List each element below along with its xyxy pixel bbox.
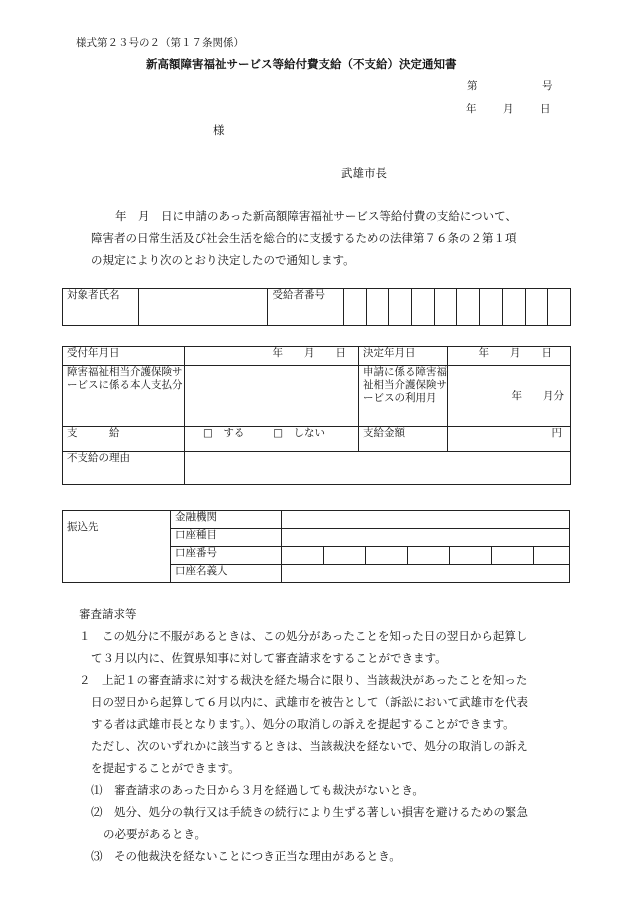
intro-line-1: 年 月 日に申請のあった新高額障害福祉サービス等給付費の支給について、 [115, 209, 517, 223]
doc-no-suffix: 号 [542, 80, 553, 92]
recipient-no-digit [502, 289, 525, 326]
appeal-p2-line2: 日の翌日から起算して６月以内に、武雄市を被告として（訴訟において武雄市を代表 [91, 695, 528, 709]
appeal-item-3: ⑶ その他裁決を経ないことにつき正当な理由があるとき。 [91, 849, 401, 863]
account-type-value [282, 529, 570, 547]
recipient-no-digit [366, 289, 389, 326]
account-no-digit [366, 547, 408, 565]
applied-month-label: 申請に係る障害福祉相当介護保険サービスの利用月 [359, 366, 448, 427]
date-day: 日 [540, 103, 551, 115]
appeal-item-2-line2: の必要があるとき。 [103, 827, 207, 841]
recipient-no-digit [344, 289, 367, 326]
amount-label: 支給金額 [359, 427, 448, 452]
appeal-p2-line1: ２ 上記１の審査請求に対する裁決を経た場合に限り、当該裁決があったことを知った [79, 673, 528, 687]
payment-options [185, 427, 359, 452]
recipient-no-label: 受給者番号 [268, 289, 344, 326]
bank-table [62, 510, 570, 583]
intro-line-2: 障害者の日常生活及び社会生活を総合的に支援するための法律第７６条の２第１項 [91, 231, 517, 245]
account-no-digit [534, 547, 570, 565]
account-type-label: 口座種目 [171, 529, 282, 547]
appeal-p2-line3: する者は武雄市長となります。）、処分の取消しの訴えを提起することができます。 [91, 717, 515, 731]
recipient-no-digit [525, 289, 548, 326]
decision-date-value: 年 月 日 [448, 347, 571, 366]
payment-yes-checkbox[interactable]: □ する [203, 427, 245, 439]
self-pay-label: 障害福祉相当介護保険サービスに係る本人支払分 [63, 366, 185, 427]
recipient-no-digit [412, 289, 435, 326]
form-number: 様式第２３号の２（第１７条関係） [76, 37, 244, 49]
intro-line-3: の規定により次のとおり決定したので通知します。 [91, 253, 355, 267]
received-date-label: 受付年月日 [63, 347, 185, 366]
date-year: 年 [466, 103, 477, 115]
appeal-item-1: ⑴ 審査請求のあった日から３月を経過しても裁決がないとき。 [91, 783, 424, 797]
payment-label: 支 給 [63, 427, 185, 452]
decision-table [62, 346, 571, 485]
holder-value [282, 565, 570, 583]
received-date-value: 年 月 日 [185, 347, 359, 366]
account-no-digit [324, 547, 366, 565]
appeal-item-2-line1: ⑵ 処分、処分の執行又は手続きの続行により生ずる著しい損害を避けるための緊急 [91, 805, 528, 819]
appeal-p2-line5: を提起することができます。 [91, 761, 240, 775]
amount-unit: 円 [448, 427, 571, 452]
reason-label: 不支給の理由 [63, 452, 185, 485]
bank-name-value [282, 511, 570, 529]
recipient-no-digit [548, 289, 571, 326]
subject-name-cell [138, 289, 268, 326]
account-no-digit [408, 547, 450, 565]
payment-no-checkbox[interactable]: □ しない [273, 427, 326, 439]
appeal-heading: 審査請求等 [79, 607, 137, 621]
transfer-label: 振込先 [63, 511, 171, 583]
bank-name-label: 金融機関 [171, 511, 282, 529]
appeal-p1-line2: て３月以内に、佐賀県知事に対して審査請求をすることができます。 [91, 651, 447, 665]
document-title: 新高額障害福祉サービス等給付費支給（不支給）決定通知書 [146, 57, 457, 71]
self-pay-value [185, 366, 359, 427]
applied-month-value: 年 月分 [448, 366, 571, 427]
reason-value [185, 452, 571, 485]
holder-label: 口座名義人 [171, 565, 282, 583]
recipient-no-digit [389, 289, 412, 326]
account-no-digit [492, 547, 534, 565]
account-no-digit [282, 547, 324, 565]
issuer: 武雄市長 [341, 166, 387, 180]
account-no-digit [450, 547, 492, 565]
subject-table [62, 288, 571, 326]
addressee-suffix: 様 [213, 123, 225, 137]
subject-name-label: 対象者氏名 [63, 289, 139, 326]
decision-date-label: 決定年月日 [359, 347, 448, 366]
appeal-p2-line4: ただし、次のいずれかに該当するときは、当該裁決を経ないで、処分の取消しの訴え [91, 739, 528, 753]
date-month: 月 [503, 103, 514, 115]
recipient-no-digit [480, 289, 503, 326]
appeal-p1-line1: １ この処分に不服があるときは、この処分があったことを知った日の翌日から起算し [79, 629, 528, 643]
doc-no-prefix: 第 [467, 80, 478, 92]
account-no-label: 口座番号 [171, 547, 282, 565]
recipient-no-digit [457, 289, 480, 326]
recipient-no-digit [434, 289, 457, 326]
